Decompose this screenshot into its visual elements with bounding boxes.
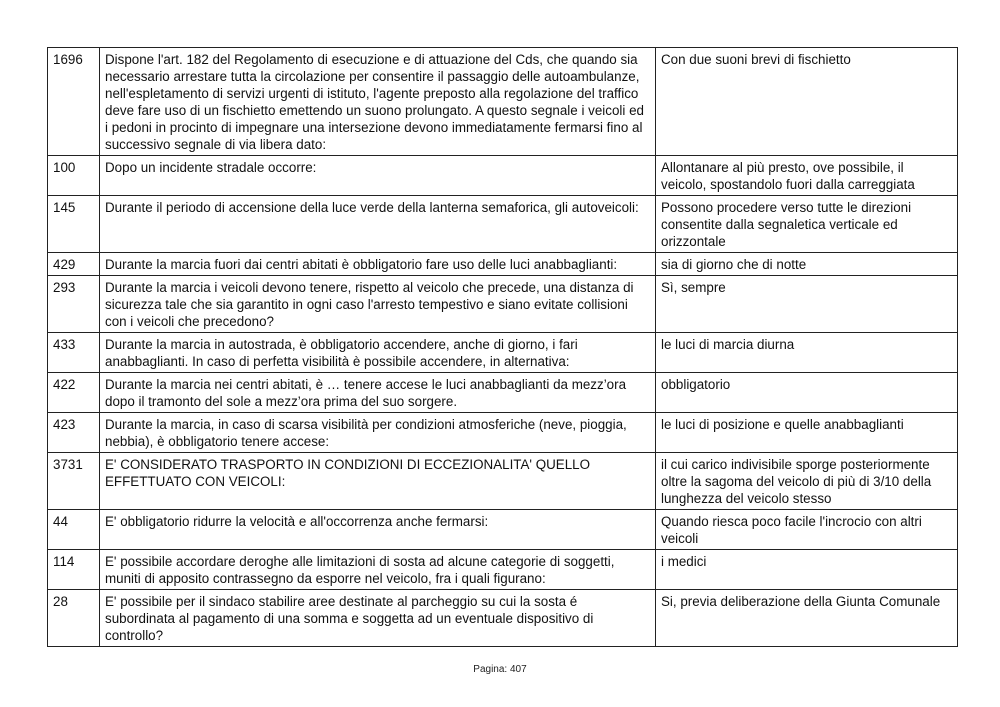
table-row: [48, 453, 958, 510]
answer-text: il cui carico indivisibile sporge posteriormente oltre la sagoma del veicolo di più di 3/10 della lunghezza del veicolo stesso: [656, 453, 958, 510]
question-text: Durante la marcia i veicoli devono tenere, rispetto al veicolo che precede, una distanza di sicurezza tale che sia garantito in ogni caso l'arresto tempestivo e siano evitate collisioni con i veicoli che precedono?: [100, 276, 656, 333]
questions-table-body: [48, 48, 958, 647]
question-text: Durante il periodo di accensione della luce verde della lanterna semaforica, gli autoveicoli:: [100, 196, 656, 253]
question-id: 28: [48, 590, 100, 647]
question-text: Durante la marcia nei centri abitati, è … tenere accese le luci anabbaglianti da mezz’ora dopo il tramonto del sole a mezz’ora prima del suo sorgere.: [100, 373, 656, 413]
question-text: E' CONSIDERATO TRASPORTO IN CONDIZIONI DI ECCEZIONALITA' QUELLO EFFETTUATO CON VEICOLI:: [100, 453, 656, 510]
questions-table: [47, 47, 958, 647]
question-text: Dopo un incidente stradale occorre:: [100, 156, 656, 196]
question-id: 145: [48, 196, 100, 253]
table-row: [48, 373, 958, 413]
answer-text: le luci di posizione e quelle anabbaglianti: [656, 413, 958, 453]
table-row: [48, 253, 958, 276]
question-text: Dispone l'art. 182 del Regolamento di esecuzione e di attuazione del Cds, che quando sia necessario arrestare tutta la circolazione per consentire il passaggio delle autoambulanze, nell'espletamento di servizi urgenti di istituto, l'agente preposto alla regolazione del traffico deve fare uso di un fischietto emettendo un suono prolungato. A questo segnale i veicoli ed i pedoni in procinto di impegnare una intersezione devono immediatamente fermarsi fino al successivo segnale di via libera dato:: [100, 48, 656, 156]
table-row: [48, 48, 958, 156]
table-row: [48, 413, 958, 453]
question-id: 293: [48, 276, 100, 333]
question-id: 429: [48, 253, 100, 276]
answer-text: sia di giorno che di notte: [656, 253, 958, 276]
table-row: [48, 196, 958, 253]
answer-text: Sì, sempre: [656, 276, 958, 333]
question-text: E' obbligatorio ridurre la velocità e all'occorrenza anche fermarsi:: [100, 510, 656, 550]
page-number: Pagina: 407: [473, 664, 527, 675]
question-id: 100: [48, 156, 100, 196]
question-id: 433: [48, 333, 100, 373]
question-id: 422: [48, 373, 100, 413]
question-text: Durante la marcia in autostrada, è obbligatorio accendere, anche di giorno, i fari anabbaglianti. In caso di perfetta visibilità è possibile accendere, in alternativa:: [100, 333, 656, 373]
question-text: E' possibile accordare deroghe alle limitazioni di sosta ad alcune categorie di soggetti, muniti di apposito contrassegno da esporre nel veicolo, fra i quali figurano:: [100, 550, 656, 590]
question-text: Durante la marcia fuori dai centri abitati è obbligatorio fare uso delle luci anabbaglianti:: [100, 253, 656, 276]
answer-text: Allontanare al più presto, ove possibile, il veicolo, spostandolo fuori dalla carreggiata: [656, 156, 958, 196]
answer-text: Possono procedere verso tutte le direzioni consentite dalla segnaletica verticale ed orizzontale: [656, 196, 958, 253]
question-id: 423: [48, 413, 100, 453]
answer-text: Si, previa deliberazione della Giunta Comunale: [656, 590, 958, 647]
table-row: [48, 156, 958, 196]
table-row: [48, 510, 958, 550]
question-text: Durante la marcia, in caso di scarsa visibilità per condizioni atmosferiche (neve, pioggia, nebbia), è obbligatorio tenere accese:: [100, 413, 656, 453]
question-id: 44: [48, 510, 100, 550]
question-id: 1696: [48, 48, 100, 156]
answer-text: Quando riesca poco facile l'incrocio con altri veicoli: [656, 510, 958, 550]
question-text: E' possibile per il sindaco stabilire aree destinate al parcheggio su cui la sosta é subordinata al pagamento di una somma e soggetta ad un eventuale dispositivo di controllo?: [100, 590, 656, 647]
answer-text: le luci di marcia diurna: [656, 333, 958, 373]
table-row: [48, 333, 958, 373]
question-id: 3731: [48, 453, 100, 510]
table-row: [48, 590, 958, 647]
answer-text: obbligatorio: [656, 373, 958, 413]
table-row: [48, 276, 958, 333]
document-page: [47, 47, 957, 647]
answer-text: i medici: [656, 550, 958, 590]
table-row: [48, 550, 958, 590]
answer-text: Con due suoni brevi di fischietto: [656, 48, 958, 156]
question-id: 114: [48, 550, 100, 590]
